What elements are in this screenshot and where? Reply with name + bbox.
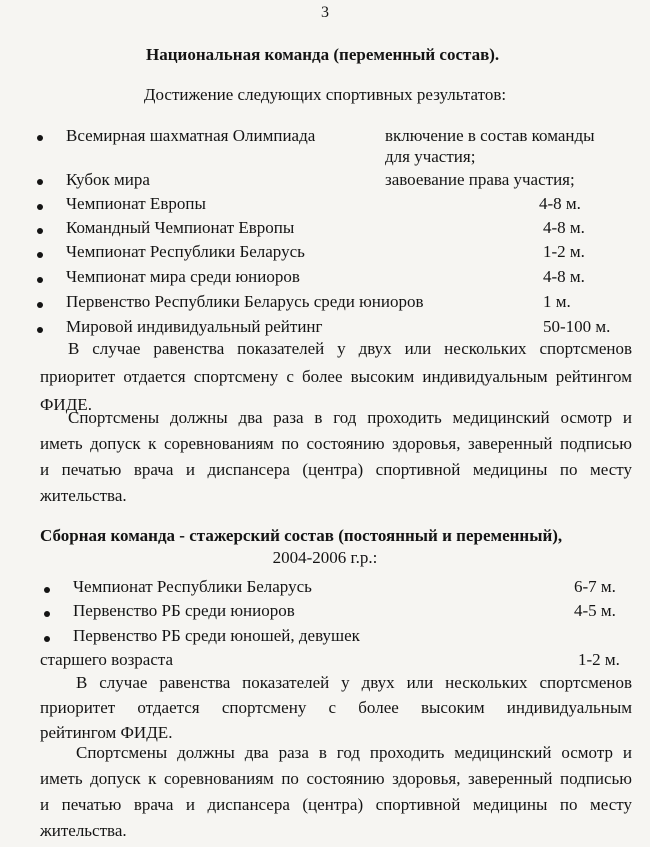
bullet-icon — [37, 135, 43, 141]
paragraph-line: приоритет отдается спортсмену с более высоким индивидуальным рейтингом — [40, 367, 632, 386]
bullet-icon — [37, 327, 43, 333]
paragraph-line: приоритет отдается спортсмену с более высоким индивидуальным — [40, 698, 632, 717]
list-item-result: 6-7 м. — [574, 577, 616, 596]
list-item-name: Первенство РБ среди юниоров — [73, 601, 295, 620]
list-item-result: завоевание права участия; — [385, 170, 575, 189]
list-item-result: 1 м. — [543, 292, 571, 311]
list-item-result: 1-2 м. — [543, 242, 585, 261]
list-item-result: 4-5 м. — [574, 601, 616, 620]
list-item-name: Чемпионат Европы — [66, 194, 206, 213]
list-item-name: Командный Чемпионат Европы — [66, 218, 295, 237]
paragraph-line: иметь допуск к соревнованиям по состоянию здоровья, заверенный подписью — [40, 769, 632, 788]
list-item-name: Всемирная шахматная Олимпиада — [66, 126, 316, 145]
bullet-icon — [37, 228, 43, 234]
list-item-result: 4-8 м. — [543, 267, 585, 286]
paragraph-line: жительства. — [40, 821, 127, 840]
list-item-name: Первенство РБ среди юношей, девушек — [73, 626, 360, 645]
section2-title: Сборная команда - стажерский состав (постоянный и переменный), — [40, 526, 563, 545]
list-item-name: Чемпионат Республики Беларусь — [73, 577, 312, 596]
list-item-name: Первенство Республики Беларусь среди юниоров — [66, 292, 424, 311]
section1-title: Национальная команда (переменный состав). — [146, 45, 500, 64]
paragraph-tiebreak-2 — [40, 670, 632, 745]
paragraph-line: ФИДЕ. — [40, 395, 92, 414]
paragraph-line: Спортсмены должны два раза в год проходить медицинский осмотр и — [76, 743, 632, 762]
bullet-icon — [37, 277, 43, 283]
bullet-icon — [37, 204, 43, 210]
list-item-name: Кубок мира — [66, 170, 150, 189]
bullet-icon — [44, 611, 50, 617]
paragraph-line: рейтингом ФИДЕ. — [40, 723, 173, 742]
paragraph-line: иметь допуск к соревнованиям по состоянию здоровья, заверенный подписью — [40, 434, 632, 453]
section1-subtitle: Достижение следующих спортивных результатов: — [143, 85, 507, 104]
paragraph-line: В случае равенства показателей у двух или нескольких спортсменов — [68, 339, 632, 358]
bullet-icon — [37, 302, 43, 308]
list-item-result: для участия; — [385, 147, 476, 166]
list-item-name: Чемпионат Республики Беларусь — [66, 242, 305, 261]
list-item-result: включение в состав команды — [385, 126, 595, 145]
list-item-name: Чемпионат мира среди юниоров — [66, 267, 300, 286]
paragraph-medical-1 — [40, 405, 632, 509]
bullet-icon — [37, 179, 43, 185]
list-item-result: 4-8 м. — [539, 194, 581, 213]
page-number: 3 — [321, 4, 329, 21]
paragraph-line: и печатью врача и диспансера (центра) спортивной медицины по месту — [40, 795, 632, 814]
list-item-result: 4-8 м. — [543, 218, 585, 237]
list-item-name: Мировой индивидуальный рейтинг — [66, 317, 323, 336]
paragraph-line: и печатью врача и диспансера (центра) спортивной медицины по месту — [40, 460, 632, 479]
list-item-result: 50-100 м. — [543, 317, 611, 336]
paragraph-medical-2 — [40, 740, 632, 844]
bullet-icon — [44, 636, 50, 642]
paragraph-line: Спортсмены должны два раза в год проходить медицинский осмотр и — [68, 408, 632, 427]
paragraph-line: В случае равенства показателей у двух или нескольких спортсменов — [76, 673, 632, 692]
bullet-icon — [44, 587, 50, 593]
bullet-icon — [37, 252, 43, 258]
list-item-name-continued: старшего возраста — [40, 650, 174, 669]
list-item-result: 1-2 м. — [578, 650, 620, 669]
section2-years: 2004-2006 г.р.: — [272, 548, 378, 567]
paragraph-line: жительства. — [40, 486, 127, 505]
